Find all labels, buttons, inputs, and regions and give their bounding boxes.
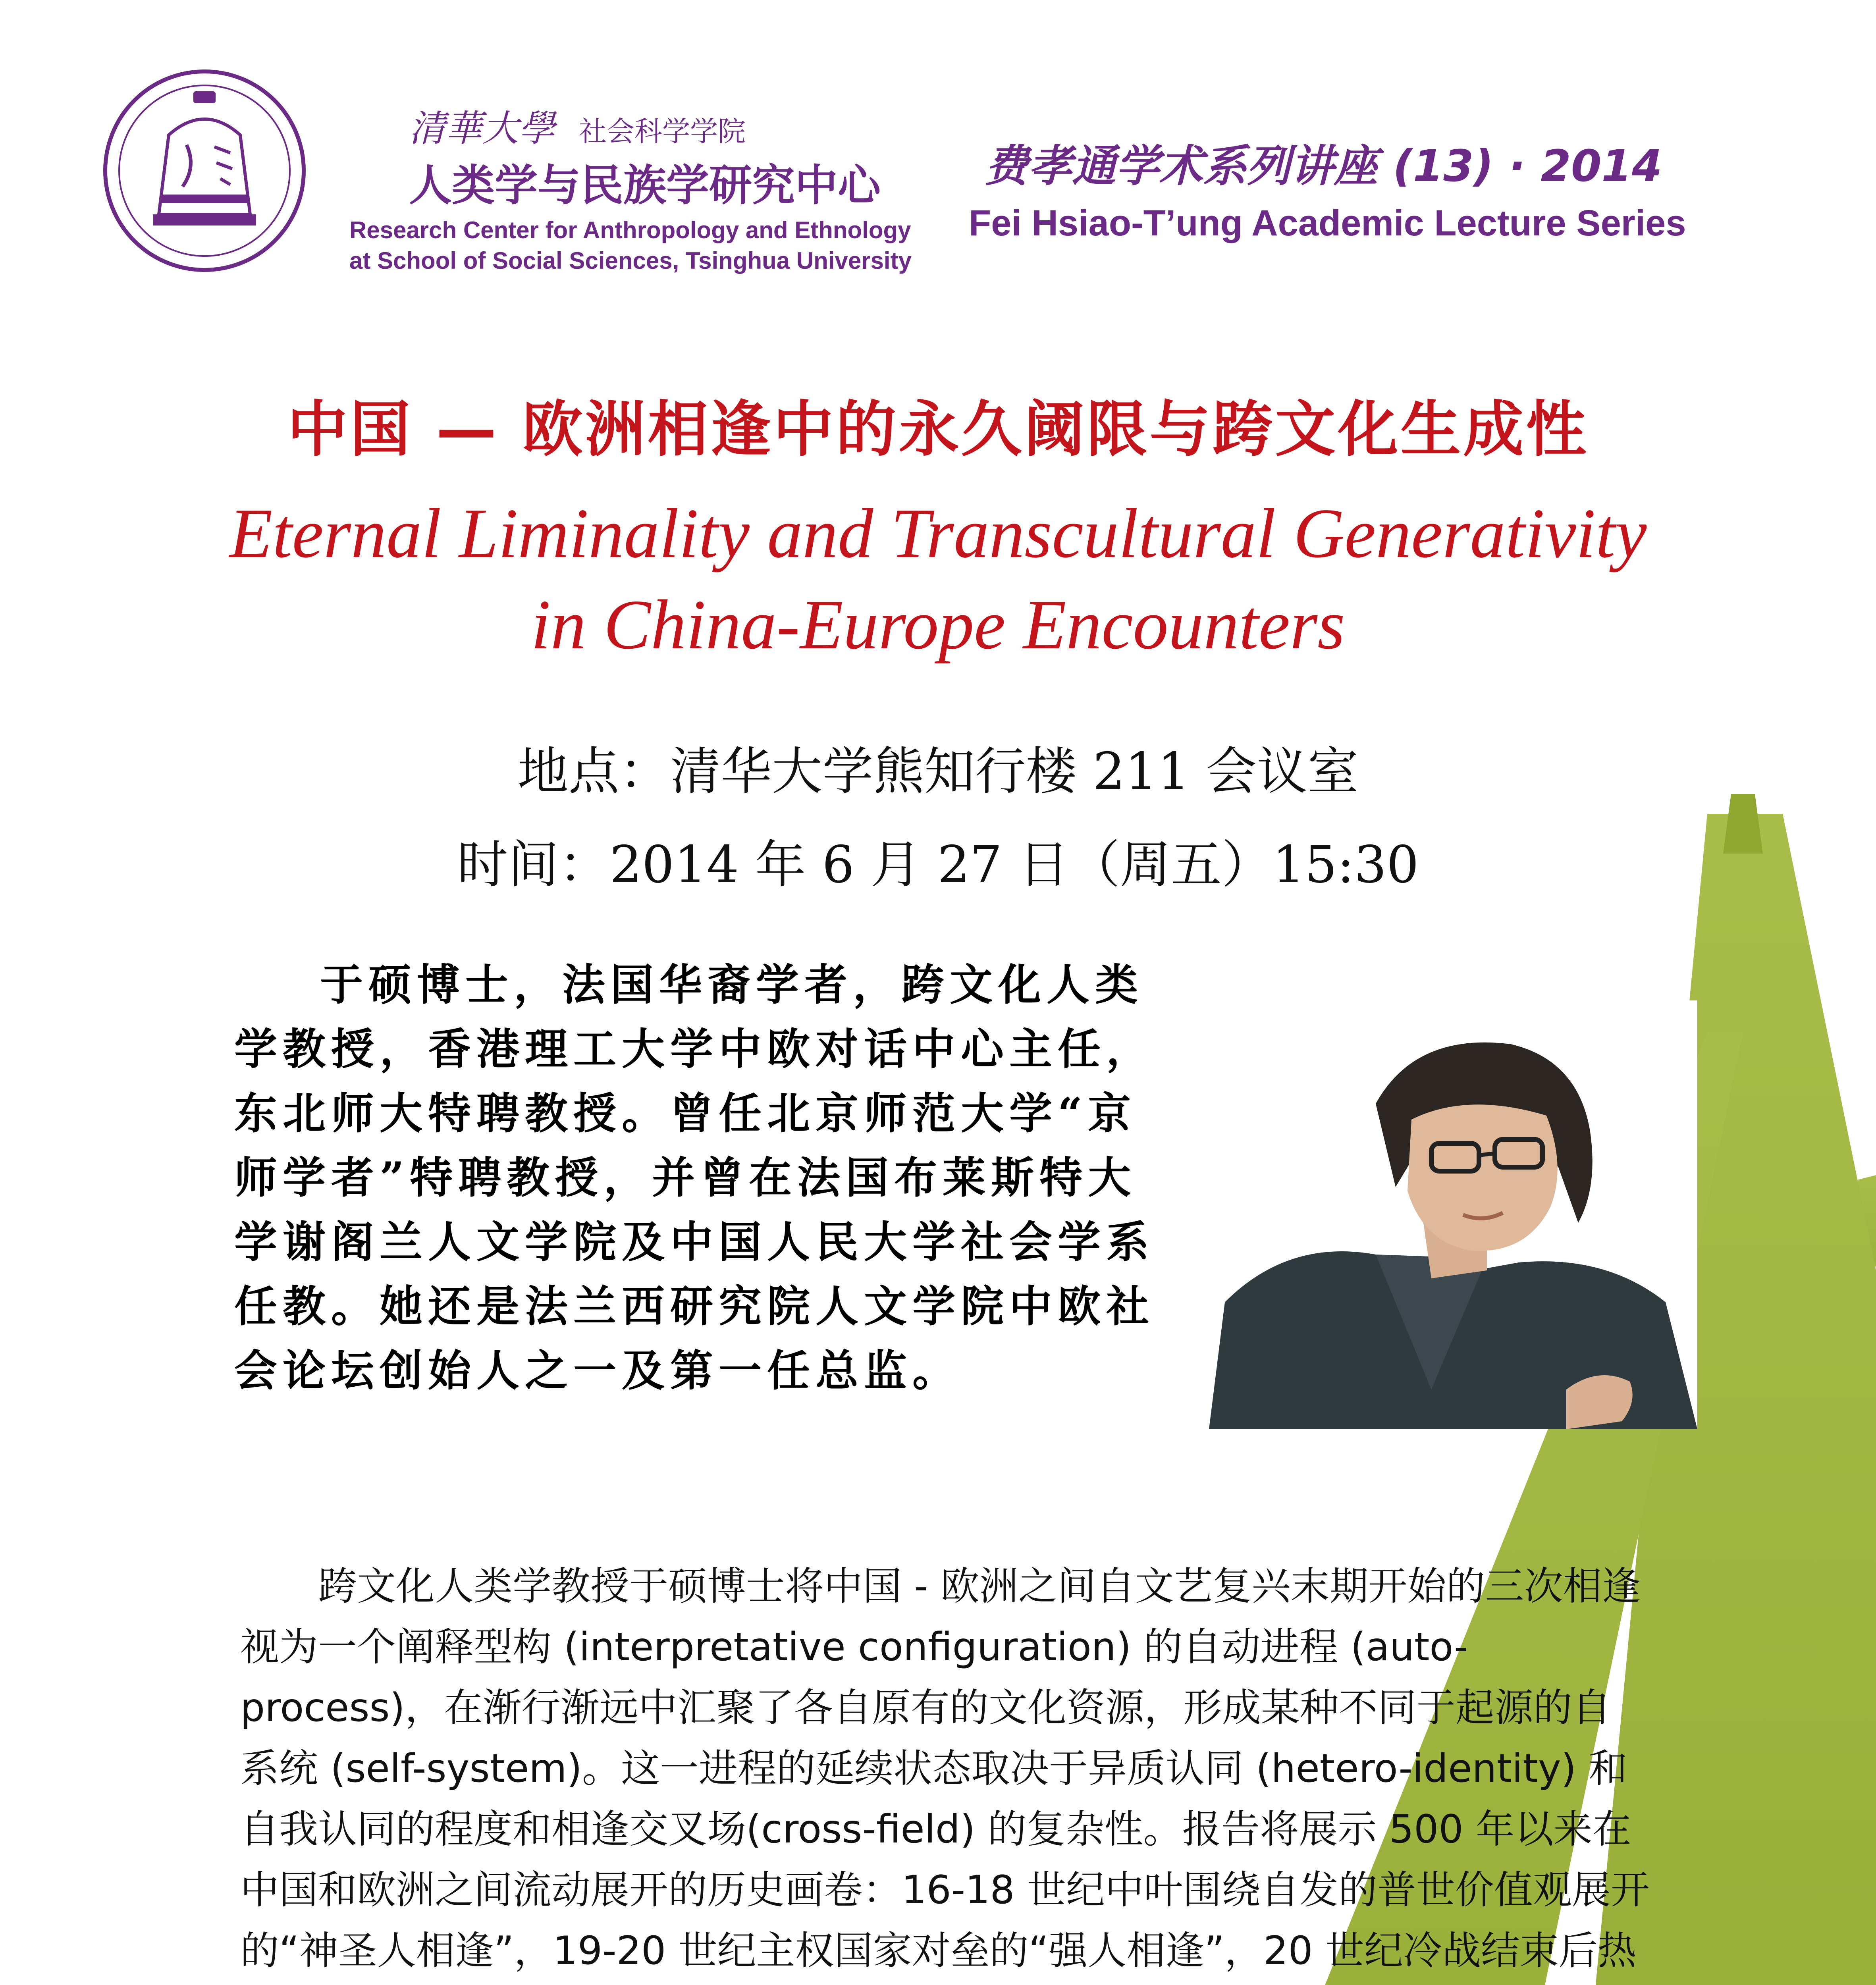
speaker-bio: 于硕博士，法国华裔学者，跨文化人类学教授，香港理工大学中欧对话中心主任，东北师大特聘教授。曾任北京师范大学“京师学者”特聘教授，并曾在法国布莱斯特大学谢阁兰人文学院及中国人民大学社会学系任教。她还是法兰西研究院人文学院中欧社会论坛创始人之一及第一任总监。: [234, 960, 1155, 1396]
university-name-cn: 清華大學 社会科学学院: [409, 107, 746, 150]
lecture-title-cn: 中国 — 欧洲相逢中的永久阈限与跨文化生成性: [287, 394, 1589, 464]
center-name-cn: 人类学与民族学研究中心: [409, 161, 881, 210]
speaker-photo: [1209, 1000, 1697, 1429]
lecture-abstract: [240, 1556, 1650, 1985]
abstract-paragraph: 跨文化人类学教授于硕博士将中国 - 欧洲之间自文艺复兴末期开始的三次相逢视为一个阐释型构 (interpretative configuration) 的自动进程 (auto-process)，在渐行渐远中汇聚了各自原有的文化资源，形成某种不同于起源的自系统 (self-system)。这一进程的延续状态取决于异质认同 (hetero-identity) 和自我认同的程度和相逢交叉场(cross-field) 的复杂性。报告将展示 500 年以来在中国和欧洲之间流动展开的历史画卷：16-18 世纪中叶围绕自发的普世价值观展开的“神圣人相逢”，19-20 世纪主权国家对垒的“强人相逢”，20 世纪冷战结束后热: [240, 1564, 1650, 1973]
lecture-series-cn: 费孝通学术系列讲座 (13) · 2014: [985, 141, 1662, 191]
university-seal-logo: [101, 67, 308, 274]
event-time: 时间：2014 年 6 月 27 日（周五）15:30: [457, 835, 1419, 894]
lecture-title-en-line2: in China-Europe Encounters: [531, 585, 1345, 664]
lecture-title-en-line1: Eternal Liminality and Transcultural Generativity: [229, 494, 1647, 572]
lecture-series-en: Fei Hsiao-T’ung Academic Lecture Series: [969, 203, 1686, 243]
school-name-cn: 社会科学学院: [579, 115, 746, 148]
center-name-en: Research Center for Anthropology and Ethnology: [349, 217, 911, 243]
event-venue: 地点：清华大学熊知行楼 211 会议室: [517, 742, 1359, 801]
school-name-en: at School of Social Sciences, Tsinghua University: [349, 247, 912, 274]
